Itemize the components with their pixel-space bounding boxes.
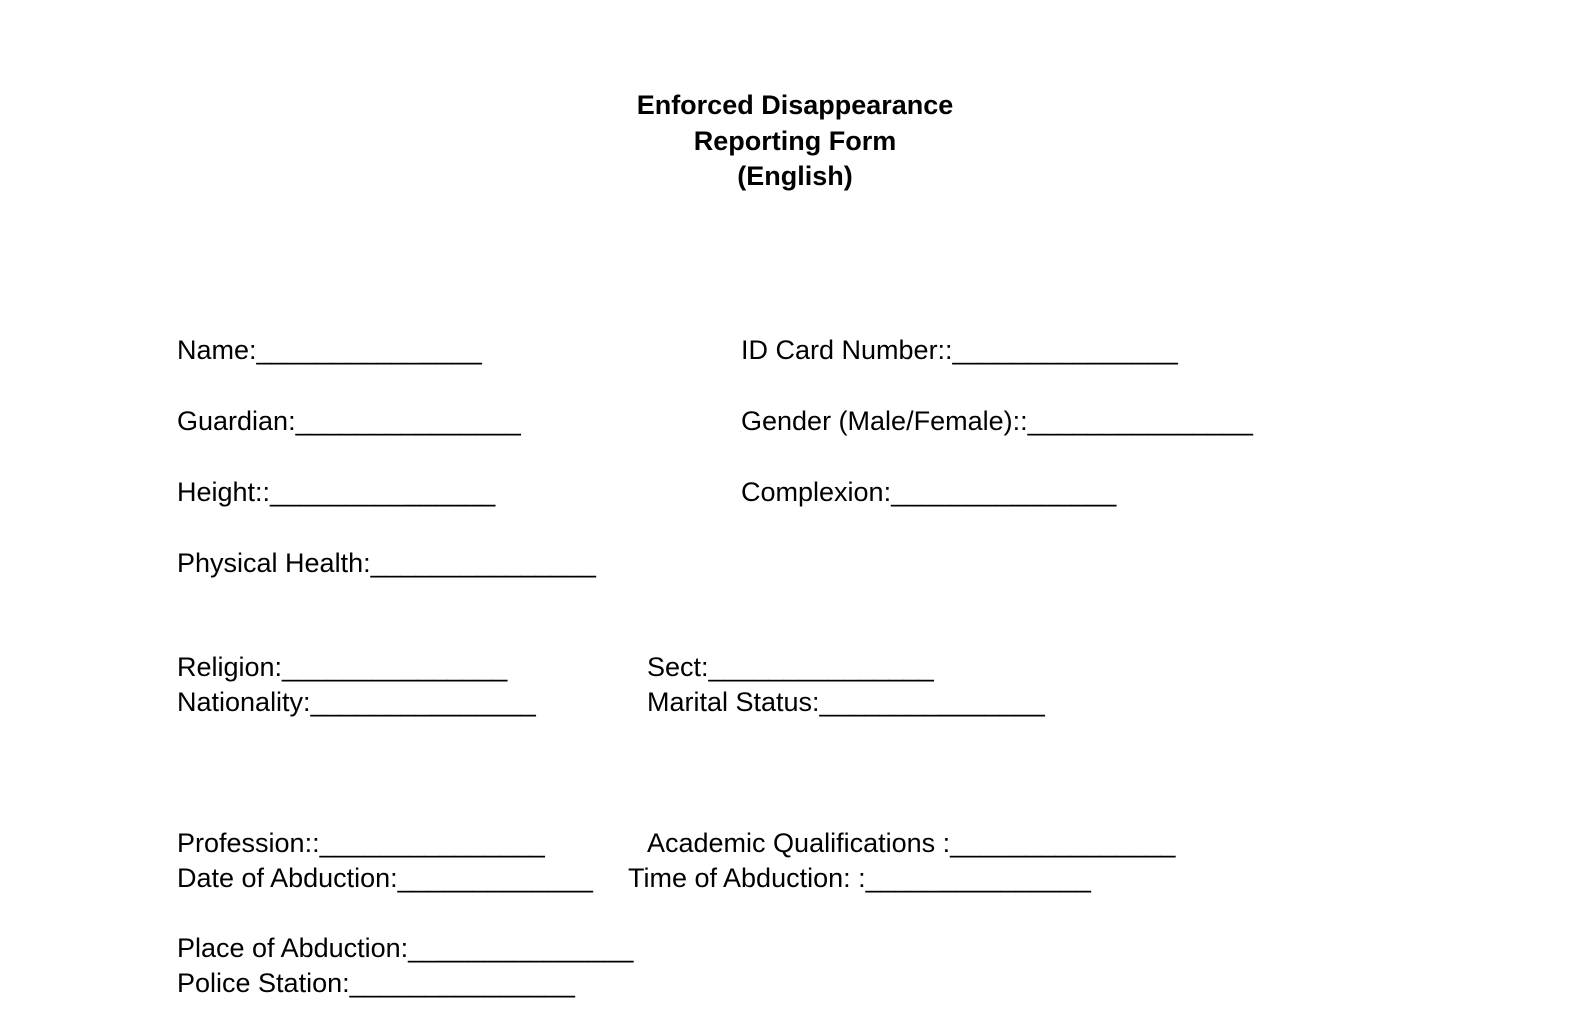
id-card-number-field: ID Card Number::_______________ [741, 335, 1178, 365]
physical-health-field: Physical Health:_______________ [177, 548, 596, 578]
form-title [0, 88, 1590, 195]
date-of-abduction-field: Date of Abduction:_____________ [177, 863, 593, 893]
gender-field: Gender (Male/Female)::_______________ [741, 406, 1253, 436]
marital-status-field: Marital Status:_______________ [647, 687, 1045, 717]
police-station-field: Police Station:_______________ [177, 968, 575, 998]
name-field: Name:_______________ [177, 335, 482, 365]
complexion-field: Complexion:_______________ [741, 477, 1117, 507]
academic-qualifications-field: Academic Qualifications :_______________ [647, 828, 1176, 858]
time-of-abduction-field: Time of Abduction: :_______________ [628, 863, 1091, 893]
nationality-field: Nationality:_______________ [177, 687, 536, 717]
form-title-line-2: Reporting Form [693, 125, 897, 156]
form-title-line-1: Enforced Disappearance [636, 90, 954, 120]
form-title-line-3: (English) [737, 161, 853, 191]
height-field: Height::_______________ [177, 477, 496, 507]
profession-field: Profession::_______________ [177, 828, 545, 858]
guardian-field: Guardian:_______________ [177, 406, 521, 436]
sect-field: Sect:_______________ [647, 652, 934, 682]
place-of-abduction-field: Place of Abduction:_______________ [177, 933, 634, 963]
religion-field: Religion:_______________ [177, 652, 508, 682]
